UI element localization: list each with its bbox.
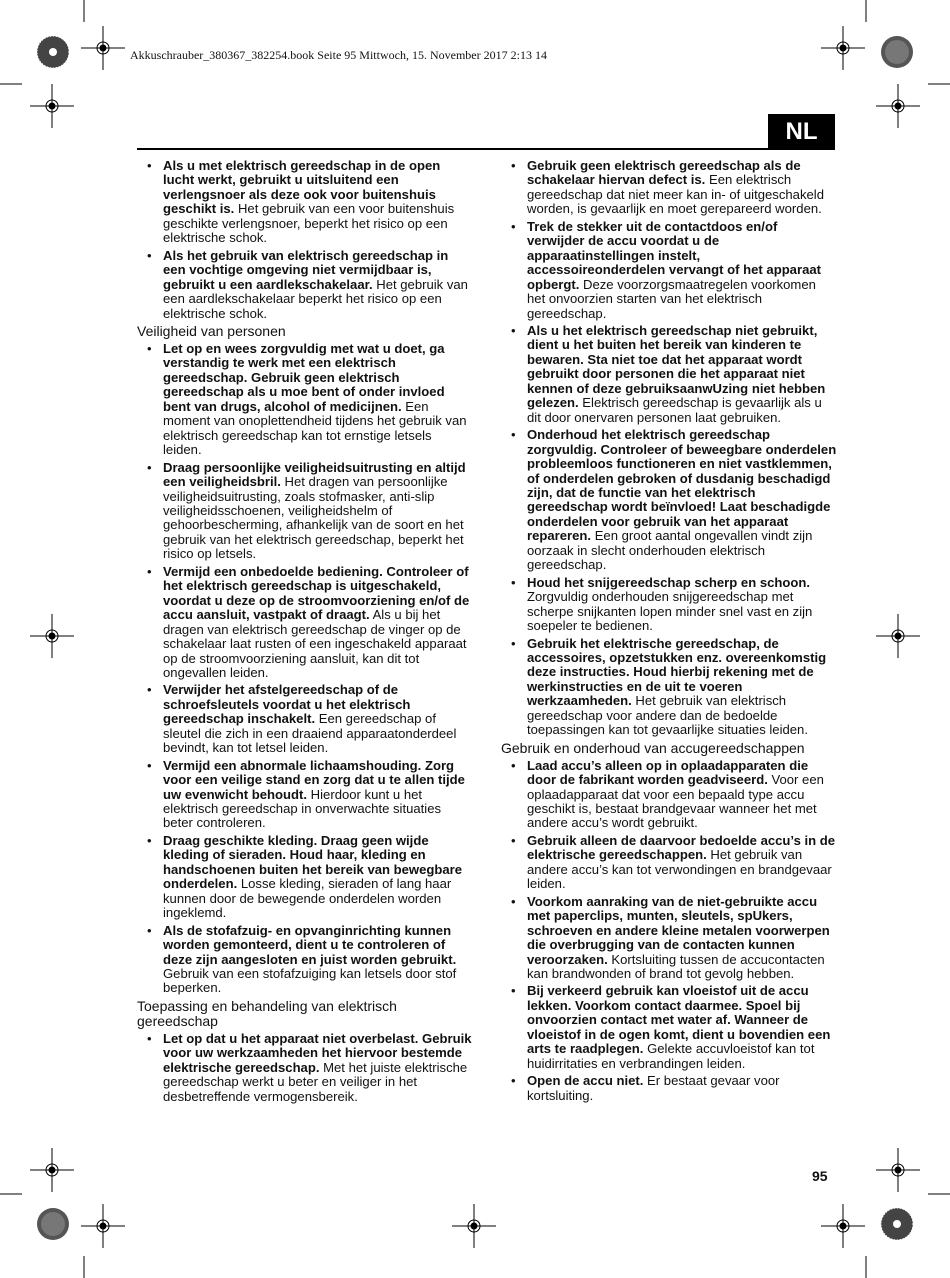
item-bold-text: Trek de stekker uit de contactdoos en/of verwijder de accu voordat u de apparaatinstellingen instelt, accessoireonderdelen vervangt of het apparaat opbergt. — [527, 218, 821, 292]
item-bold-text: Draag geschikte kleding. Draag geen wijde kleding of sieraden. Houd haar, kleding en handschoenen buiten het bereik van bewegbare onderdelen. — [163, 832, 463, 892]
item-bold-text: Als de stofafzuig- en opvanginrichting kunnen worden gemonteerd, dient u te controleren of deze zijn aangesloten en juist worden gebruikt. — [163, 922, 457, 967]
list-item — [501, 324, 837, 425]
section-heading: Gebruik en onderhoud van accugereedschappen — [501, 739, 805, 756]
section-heading: Toepassing en behandeling van elektrisch gereedschap — [137, 997, 397, 1029]
item-bold-text: Let op en wees zorgvuldig met wat u doet, ga verstandig te werk met een elektrisch gereedschap. Gebruik geen elektrisch gereedschap als u moe bent of onder invloed bent van drugs, alcohol of medicijnen. — [163, 340, 445, 414]
item-text: Een elektrisch gereedschap dat niet meer kan in- of uitgeschakeld worden, is gevaarlijk en moet gerepareerd worden. — [527, 172, 824, 217]
list-item — [137, 683, 473, 755]
list-item — [137, 924, 473, 996]
list-item — [137, 759, 473, 831]
list-item — [137, 834, 473, 921]
bullet-icon: • — [511, 158, 516, 173]
header-rule — [137, 148, 835, 150]
bullet-icon: • — [147, 158, 152, 173]
list-item — [501, 895, 837, 982]
bullet-icon: • — [147, 1030, 152, 1046]
item-bold-text: Gebruik alleen de daarvoor bedoelde accu’s in de elektrische gereedschappen. — [527, 832, 836, 863]
item-bold-text: Gebruik het elektrische gereedschap, de accessoires, opzetstukken enz. overeenkomstig deze instructies. Houd hierbij rekening met de werkinstructies en de uit te voeren werkzaamheden. — [527, 635, 827, 709]
item-bold-text: Vermijd een abnormale lichaamshouding. Zorg voor een veilige stand en zorg dat u te allen tijde uw evenwicht behoudt. — [163, 757, 465, 802]
list-item — [501, 759, 837, 831]
tool-use-list — [137, 1032, 473, 1104]
item-bold-text: Gebruik geen elektrisch gereedschap als de schakelaar hiervan defect is. — [527, 158, 801, 188]
bullet-icon: • — [511, 983, 516, 999]
bullet-icon: • — [147, 757, 152, 773]
list-item — [501, 576, 837, 634]
bullet-icon: • — [511, 1073, 516, 1089]
item-text: Voor een oplaadapparaat dat voor een bepaald type accu geschikt is, bestaat brandgevaar wanneer het met andere accu’s wordt gebruikt. — [527, 772, 824, 831]
language-badge: NL — [768, 114, 835, 150]
list-item — [501, 984, 837, 1071]
list-item — [501, 834, 837, 892]
list-item — [137, 342, 473, 458]
tool-use-list-continued — [501, 159, 837, 738]
list-item — [501, 428, 837, 573]
item-bold-text: Open de accu niet. — [527, 1073, 644, 1089]
item-text: Een moment van onoplettendheid tijdens het gebruik van elektrisch gereedschap kan tot ernstige letsels leiden. — [163, 398, 467, 458]
item-bold-text: Draag persoonlijke veiligheidsuitrusting en altijd een veiligheidsbril. — [163, 459, 466, 490]
bullet-icon: • — [511, 893, 516, 909]
list-item — [137, 461, 473, 562]
item-bold-text: Bij verkeerd gebruik kan vloeistof uit de accu lekken. Voorkom contact daarmee. Spoel bij onvoorzien contact met water af. Wanneer de vloeistof in de ogen komt, dient u bovendien een arts te raadplegen. — [527, 983, 831, 1057]
item-bold-text: Als u het elektrisch gereedschap niet gebruikt, dient u het buiten het bereik van kinderen te bewaren. Sta niet toe dat het apparaat wordt gebruikt door personen die het apparaat niet kennen of deze gebruiksaanwUzing niet hebben gelezen. — [527, 322, 826, 411]
item-text: Een gereedschap of sleutel die zich in een draaiend apparaatonderdeel bevindt, kan tot letsel leiden. — [163, 711, 457, 756]
list-item — [137, 159, 473, 246]
item-bold-text: Laad accu’s alleen op in oplaadapparaten die door de fabrikant worden geadviseerd. — [527, 757, 809, 788]
item-text: Het gebruik van een aardlekschakelaar beperkt het risico op een elektrische schok. — [163, 276, 468, 321]
item-bold-text: Als het gebruik van elektrisch gereedschap in een vochtige omgeving niet vermijdbaar is, gebruikt u een aardlekschakelaar. — [163, 247, 449, 292]
bullet-icon: • — [147, 459, 152, 475]
item-text: Een groot aantal ongevallen vindt zijn oorzaak in slecht onderhouden elektrisch gereedschap. — [527, 528, 813, 573]
item-bold-text: Als u met elektrisch gereedschap in de open lucht werkt, gebruikt u uitsluitend een verlengsnoer als deze ook voor buitenshuis geschikt is. — [163, 158, 441, 217]
left-column — [137, 159, 473, 1107]
bullet-icon: • — [511, 322, 516, 338]
battery-tools-list — [501, 759, 837, 1103]
bullet-icon: • — [511, 635, 516, 651]
item-text: Het gebruik van elektrisch gereedschap voor andere dan de bedoelde toepassingen kan tot gevaarlijke situaties leiden. — [527, 693, 808, 738]
list-item — [137, 249, 473, 321]
item-text: Zorgvuldig onderhouden snijgereedschap met scherpe snijkanten lopen minder snel vast en zijn soepeler te bedienen. — [527, 589, 813, 634]
list-item — [501, 637, 837, 738]
bullet-icon: • — [147, 247, 152, 263]
bullet-icon: • — [511, 757, 516, 773]
item-text: Losse kleding, sieraden of lang haar kunnen door de bewegende onderdelen worden ingeklemd. — [163, 876, 452, 921]
item-text: Het gebruik van andere accu’s kan tot verwondingen en brandgevaar leiden. — [527, 847, 832, 892]
item-bold-text: Vermijd een onbedoelde bediening. Controleer of het elektrisch gereedschap is uitgeschakeld, voordat u deze op de stroomvoorziening en/of de accu aansluit, vastpakt of draagt. — [163, 563, 470, 623]
bullet-icon: • — [511, 427, 516, 443]
bullet-icon: • — [511, 574, 516, 590]
list-item — [137, 1032, 473, 1104]
item-bold-text: Let op dat u het apparaat niet overbelast. Gebruik voor uw werkzaamheden het hiervoor bestemde elektrische gereedschap. — [163, 1030, 472, 1075]
page-number: 95 — [812, 1168, 828, 1184]
item-bold-text: Voorkom aanraking van de niet-gebruikte accu met paperclips, munten, sleutels, spUkers, schroeven en andere kleine metalen voorwerpen die overbrugging van de contacten kunnen veroorzaken. — [527, 893, 830, 967]
item-text: Met het juiste elektrische gereedschap werkt u beter en veiliger in het desbetreffende vermogensbereik. — [163, 1059, 468, 1104]
bullet-icon: • — [147, 832, 152, 848]
bullet-icon: • — [147, 340, 152, 356]
bullet-icon: • — [511, 218, 516, 234]
section-heading: Veiligheid van personen — [137, 322, 286, 339]
item-text: Het gebruik van een voor buitenshuis geschikte verlengsnoer, beperkt het risico op een elektrische schok. — [163, 201, 455, 246]
item-text: Als u bij het dragen van elektrisch gereedschap de vinger op de schakelaar laat rusten of een ingeschakeld apparaat op de stroomvoorziening aansluit, kan dit tot ongevallen leiden. — [163, 607, 467, 680]
list-item — [501, 1074, 837, 1103]
item-text: Er bestaat gevaar voor kortsluiting. — [527, 1073, 780, 1103]
bullet-icon: • — [511, 832, 516, 848]
item-text: Kortsluiting tussen de accucontacten kan brandwonden of brand tot gevolg hebben. — [527, 951, 825, 982]
print-slug-line: Akkuschrauber_380367_382254.book Seite 95 Mittwoch, 15. November 2017 2:13 14 — [130, 48, 547, 62]
item-text: Hierdoor kunt u het elektrisch gereedschap in onverwachte situaties beter controleren. — [163, 786, 442, 831]
list-item — [137, 565, 473, 681]
right-column — [501, 159, 837, 1106]
bullet-icon: • — [147, 922, 152, 938]
item-bold-text: Verwijder het afstelgereedschap of de schroefsleutels voordat u het elektrisch gereedschap inschakelt. — [163, 682, 411, 727]
item-text: Gelekte accuvloeistof kan tot huidirritaties en verbrandingen leiden. — [527, 1041, 815, 1071]
item-text: Elektrisch gereedschap is gevaarlijk als u dit door onervaren personen laat gebruiken. — [527, 395, 822, 425]
personal-safety-list — [137, 342, 473, 996]
list-item — [501, 159, 837, 217]
item-text: Deze voorzorgsmaatregelen voorkomen het onvoorzien starten van het elektrisch gereedschap. — [527, 276, 816, 321]
list-item — [501, 220, 837, 321]
intro-list — [137, 159, 473, 321]
item-bold-text: Onderhoud het elektrisch gereedschap zorgvuldig. Controleer of beweegbare onderdelen probleemloos functioneren en niet vastklemmen, of onderdelen gebroken of dusdanig beschadigd zijn, dat de functie van het elektrisch gereedschap wordt beïnvloed! Laat beschadigde onderdelen voor gebruik van het apparaat repareren. — [527, 427, 837, 544]
item-text: Gebruik van een stofafzuiging kan letsels door stof beperken. — [163, 966, 457, 996]
item-bold-text: Houd het snijgereedschap scherp en schoon. — [527, 574, 811, 590]
item-text: Het dragen van persoonlijke veiligheidsuitrusting, zoals stofmasker, anti-slip veiligheidsschoenen, veiligheidshelm of gehoorbescherming, afhankelijk van de soort en het gebruik van het elektrisch gereedschap, beperkt het risico op letsels. — [163, 474, 464, 562]
bullet-icon: • — [147, 682, 152, 698]
bullet-icon: • — [147, 563, 152, 579]
